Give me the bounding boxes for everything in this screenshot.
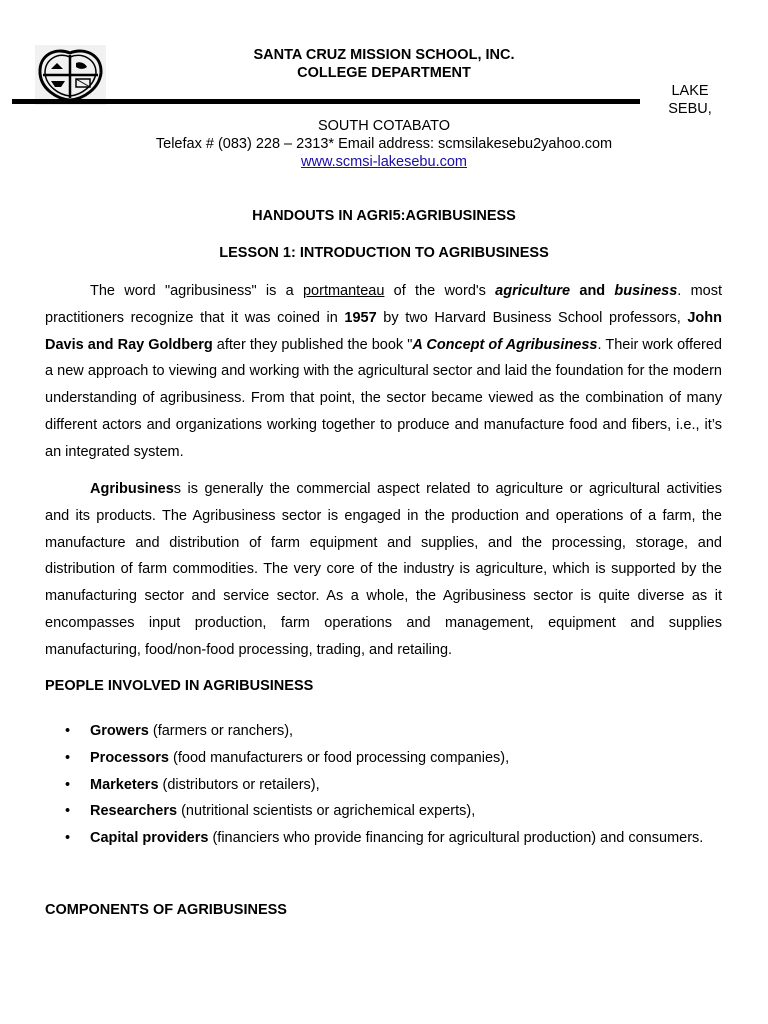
- people-desc: (farmers or ranchers),: [148, 723, 294, 739]
- location-right-line-1: LAKE: [671, 83, 709, 99]
- people-term: Processors: [90, 749, 169, 766]
- p1-agriculture: agriculture: [495, 283, 571, 299]
- p1-year: 1957: [344, 309, 377, 326]
- list-item: [45, 745, 722, 772]
- people-term: Capital providers: [90, 830, 209, 847]
- school-name: SANTA CRUZ MISSION SCHOOL, INC.: [253, 47, 515, 63]
- list-item: [45, 718, 722, 745]
- people-desc: (nutritional scientists or agrichemical experts),: [177, 803, 476, 820]
- p1-book: A Concept of Agribusiness: [412, 336, 598, 353]
- people-heading: PEOPLE INVOLVED IN AGRIBUSINESS: [45, 678, 314, 694]
- p1-business: business: [614, 283, 678, 299]
- people-desc: (food manufacturers or food processing companies),: [169, 749, 510, 766]
- p2-bold-term: Agribusines: [90, 481, 174, 497]
- list-item: [45, 798, 722, 825]
- p1-text-3: . most practitioners recognize that it was coined in: [45, 283, 722, 326]
- paragraph-definition: [45, 476, 722, 664]
- p1-portmanteau: portmanteau: [302, 283, 385, 299]
- list-item: [45, 825, 722, 852]
- p1-authors: John Davis and Ray Goldberg: [45, 309, 722, 353]
- p1-text-4: by two Harvard Business School professors,: [376, 309, 688, 326]
- lesson-title: LESSON 1: INTRODUCTION TO AGRIBUSINESS: [219, 245, 549, 261]
- header-divider: [12, 99, 640, 104]
- bullet-icon: •: [65, 830, 71, 847]
- p1-text-2: of the word's: [384, 283, 496, 299]
- people-term: Marketers: [90, 776, 159, 793]
- people-term: Growers: [90, 723, 149, 739]
- bullet-icon: •: [65, 803, 71, 820]
- people-list: [45, 718, 722, 852]
- p1-text-6: . Their work offered a new approach to viewing and working with the agricultural sector and laid the foundation for the modern understanding of agribusiness. From that point, the sector became viewed as the combination of many different actors and organizations working together to produce and manufacture food and fibers, i.e., it’s an integrated system.: [45, 336, 722, 460]
- list-item: [45, 772, 722, 799]
- bullet-icon: •: [65, 723, 71, 739]
- paragraph-intro: [45, 278, 722, 466]
- department-name: COLLEGE DEPARTMENT: [297, 65, 471, 81]
- bullet-icon: •: [65, 749, 71, 766]
- location-line: SOUTH COTABATO: [317, 118, 451, 134]
- p2-text: s is generally the commercial aspect related to agriculture or agricultural activities and its products. The Agribusiness sector is engaged in the production and operations of a farm, the manufacture and distribution of farm equipment and supplies, and the processing, storage, and distribution of farm commodities. The very core of the industry is agriculture, which is supported by the manufacturing sector and service sector. As a whole, the Agribusiness sector is quite diverse as it encompasses input production, farm operations and management, equipment and supplies manufacturing, food/non-food processing, trading, and retailing.: [45, 481, 722, 658]
- components-heading: COMPONENTS OF AGRIBUSINESS: [45, 902, 287, 918]
- location-right-line-2: SEBU,: [668, 101, 712, 117]
- contact-line: Telefax # (083) 228 – 2313* Email address: scmsilakesebu2yahoo.com: [155, 136, 613, 152]
- handout-title: HANDOUTS IN AGRI5:AGRIBUSINESS: [252, 208, 516, 224]
- website-line: [0, 154, 768, 170]
- bullet-icon: •: [65, 776, 71, 793]
- people-desc: (financiers who provide financing for agricultural production) and consumers.: [208, 830, 704, 847]
- location-right: [662, 82, 718, 118]
- people-desc: (distributors or retailers),: [158, 776, 320, 793]
- people-term: Researchers: [90, 803, 178, 820]
- p1-and: and: [570, 283, 615, 299]
- p1-text-1: The word "agribusiness" is a: [90, 283, 303, 299]
- website-link[interactable]: www.scmsi-lakesebu.com: [301, 154, 467, 170]
- p1-text-5: after they published the book ": [212, 336, 413, 353]
